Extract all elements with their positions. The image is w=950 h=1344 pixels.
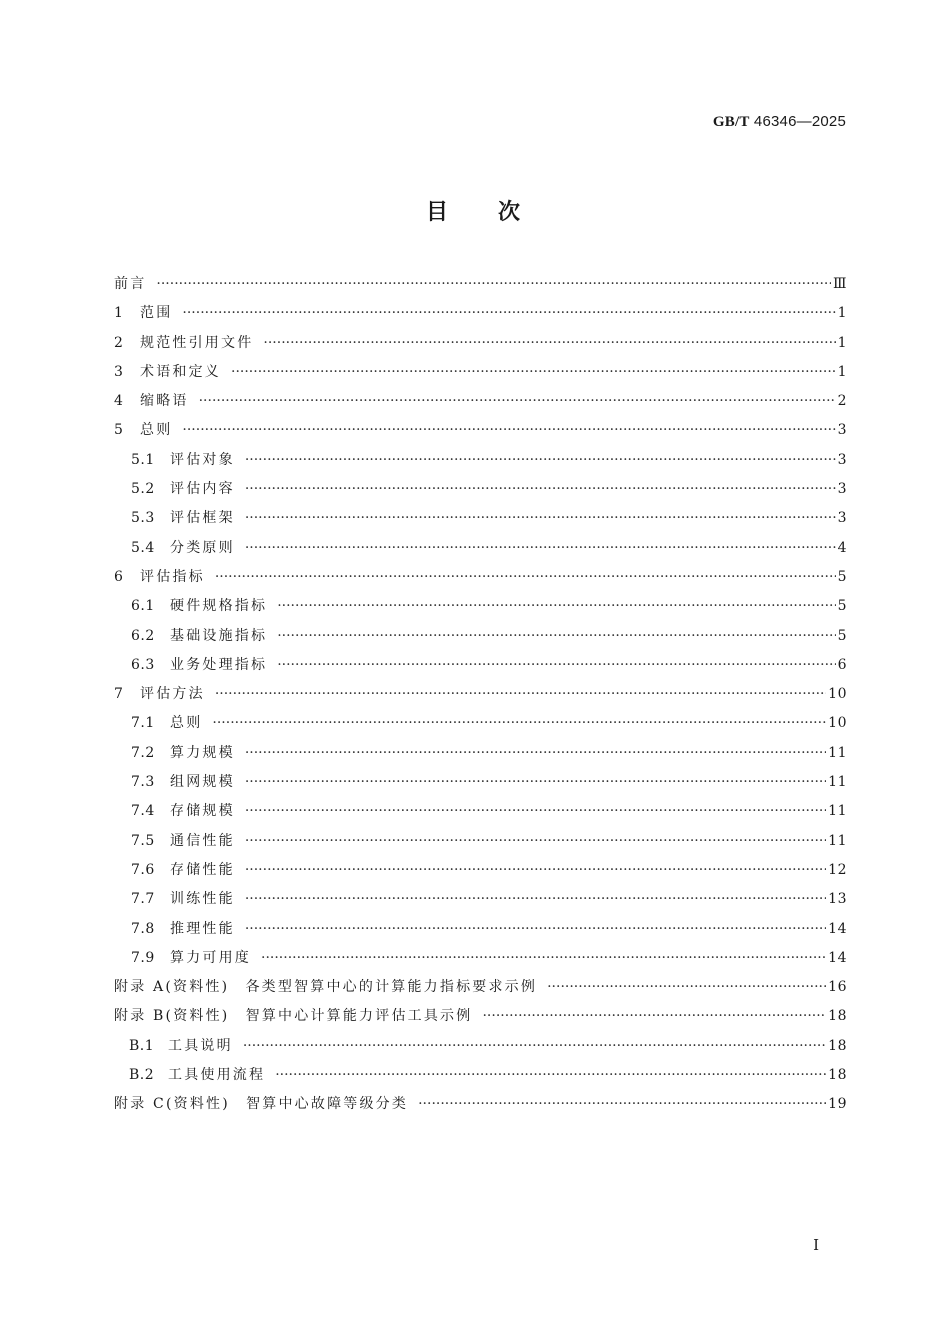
toc-entry-number: 5.3 <box>131 510 155 527</box>
toc-dot-leader <box>245 827 826 856</box>
toc-dot-leader <box>482 1002 826 1031</box>
toc-entry-page: 4 <box>837 539 847 556</box>
toc-entry[interactable] <box>114 1032 847 1061</box>
toc-dot-leader <box>263 329 835 358</box>
toc-entry[interactable] <box>114 885 847 914</box>
toc-entry-number: 7.9 <box>131 949 155 966</box>
toc-dot-leader <box>277 651 835 680</box>
toc-entry-page: 6 <box>837 656 847 673</box>
toc-entry[interactable] <box>114 651 847 680</box>
toc-entry-label: 硬件规格指标 <box>170 598 268 615</box>
toc-entry-page: 11 <box>828 832 847 849</box>
toc-entry-label: 评估方法 <box>140 686 205 703</box>
toc-entry-page: Ⅲ <box>832 276 847 292</box>
toc-entry-number: B.2 <box>129 1067 155 1084</box>
toc-entry-number: 7 <box>114 686 124 703</box>
toc-entry-page: 1 <box>837 363 847 380</box>
toc-entry-number: 2 <box>114 334 124 351</box>
toc-entry-page: 5 <box>837 568 847 585</box>
toc-entry-number: 7.3 <box>131 774 155 791</box>
toc-entry-number: 1 <box>114 305 124 322</box>
toc-entry-number: 4 <box>114 393 124 410</box>
toc-entry[interactable] <box>114 504 847 533</box>
toc-entry-number: 6.1 <box>131 598 155 615</box>
toc-dot-leader <box>231 358 836 387</box>
toc-dot-leader <box>418 1090 826 1119</box>
toc-entry[interactable] <box>114 739 847 768</box>
page-number: I <box>813 1236 819 1254</box>
toc-entry-page: 11 <box>828 774 847 791</box>
toc-entry-label: 工具使用流程 <box>168 1067 266 1084</box>
toc-entry[interactable] <box>114 709 847 738</box>
toc-entry-number: 7.1 <box>131 715 155 732</box>
toc-entry-label: 业务处理指标 <box>170 656 268 673</box>
toc-entry-label: 缩略语 <box>140 393 189 410</box>
toc-entry-page: 18 <box>828 1067 847 1084</box>
toc-entry-label: 评估指标 <box>140 568 205 585</box>
toc-entry[interactable] <box>114 622 847 651</box>
toc-dot-leader <box>182 299 835 328</box>
toc-entry-number: B.1 <box>129 1037 155 1054</box>
toc-heading-right: 次 <box>498 200 525 225</box>
toc-entry[interactable] <box>114 1002 847 1031</box>
toc-entry[interactable] <box>114 915 847 944</box>
toc-entry-label: 规范性引用文件 <box>140 334 254 351</box>
toc-entry-number: 7.6 <box>131 861 155 878</box>
toc-dot-leader <box>199 387 836 416</box>
toc-entry-number: 7.4 <box>131 803 155 820</box>
toc-entry-page: 14 <box>828 949 847 966</box>
toc-entry-page: 3 <box>837 481 847 498</box>
standard-number: 46346—2025 <box>753 113 846 130</box>
toc-entry[interactable] <box>114 475 847 504</box>
toc-entry-number: 3 <box>114 363 124 380</box>
toc-entry-label: 附录 C(资料性) 智算中心故障等级分类 <box>114 1096 409 1113</box>
toc-entry-label: 通信性能 <box>170 832 235 849</box>
toc-entry-label: 总则 <box>140 422 173 439</box>
toc-dot-leader <box>243 1032 826 1061</box>
toc-entry-number: 6.2 <box>131 627 155 644</box>
toc-entry-label: 算力规模 <box>170 744 235 761</box>
toc-entry-page: 1 <box>837 334 847 351</box>
toc-dot-leader <box>277 622 835 651</box>
toc-entry-page: 5 <box>837 598 847 615</box>
toc-dot-leader <box>245 856 826 885</box>
toc-entry-page: 3 <box>837 422 847 439</box>
toc-entry[interactable] <box>114 856 847 885</box>
toc-entry[interactable] <box>114 797 847 826</box>
toc-dot-leader <box>245 885 826 914</box>
toc-entry-label: 算力可用度 <box>170 949 251 966</box>
toc-entry-label: 分类原则 <box>170 539 235 556</box>
toc-entry-label: 附录 A(资料性) 各类型智算中心的计算能力指标要求示例 <box>114 979 538 996</box>
toc-entry-page: 2 <box>837 393 847 410</box>
toc-entry-page: 13 <box>828 891 847 908</box>
standard-prefix: GB/T <box>712 114 750 130</box>
toc-entry-number: 7.8 <box>131 920 155 937</box>
toc-dot-leader <box>245 534 836 563</box>
toc-entry-number: 7.7 <box>131 891 155 908</box>
toc-entry-label: 存储性能 <box>170 861 235 878</box>
toc-entry-page: 11 <box>828 803 847 820</box>
toc-entry-label: 范围 <box>140 305 173 322</box>
toc-entry[interactable] <box>114 680 847 709</box>
toc-entry-label: 基础设施指标 <box>170 627 268 644</box>
toc-entry-label: 术语和定义 <box>140 363 221 380</box>
toc-entry[interactable] <box>114 973 847 1002</box>
toc-dot-leader <box>215 680 826 709</box>
toc-entry[interactable] <box>114 592 847 621</box>
toc-entry[interactable] <box>114 768 847 797</box>
toc-dot-leader <box>156 270 831 299</box>
toc-dot-leader <box>261 944 826 973</box>
toc-dot-leader <box>245 504 836 533</box>
toc-dot-leader <box>275 1061 826 1090</box>
toc-entry-page: 1 <box>837 305 847 322</box>
toc-entry-label: 存储规模 <box>170 803 235 820</box>
toc-entry[interactable] <box>114 329 847 358</box>
toc-entry-number: 5 <box>114 422 124 439</box>
toc-entry-label: 评估内容 <box>170 481 235 498</box>
toc-entry[interactable] <box>114 1061 847 1090</box>
toc-heading <box>0 195 950 226</box>
toc-dot-leader <box>245 797 826 826</box>
toc-dot-leader <box>277 592 835 621</box>
toc-entry-page: 3 <box>837 451 847 468</box>
toc-entry-page: 18 <box>828 1008 847 1025</box>
toc-entry-page: 14 <box>828 920 847 937</box>
toc-entry-number: 5.1 <box>131 451 155 468</box>
toc-entry-page: 3 <box>837 510 847 527</box>
toc-dot-leader <box>212 709 826 738</box>
toc-dot-leader <box>547 973 826 1002</box>
toc-entry-number: 5.2 <box>131 481 155 498</box>
toc-entry-label: 推理性能 <box>170 920 235 937</box>
toc-entry-page: 12 <box>828 861 847 878</box>
toc-entry[interactable] <box>114 299 847 328</box>
toc-entry-page: 10 <box>828 686 847 703</box>
toc-entry[interactable] <box>114 270 847 299</box>
toc-entry[interactable] <box>114 358 847 387</box>
toc-entry[interactable] <box>114 446 847 475</box>
toc-entry-label: 工具说明 <box>168 1037 233 1054</box>
standard-code <box>713 113 846 131</box>
toc-entry[interactable] <box>114 387 847 416</box>
toc-entry-page: 11 <box>828 744 847 761</box>
toc-heading-left: 目 <box>425 200 452 225</box>
toc-entry-label: 总则 <box>170 715 203 732</box>
toc-entry-label: 前言 <box>114 276 147 292</box>
toc-entry-number: 7.2 <box>131 744 155 761</box>
toc-entry[interactable] <box>114 827 847 856</box>
toc-dot-leader <box>245 915 826 944</box>
toc-entry-number: 6 <box>114 568 124 585</box>
toc-entry-label: 附录 B(资料性) 智算中心计算能力评估工具示例 <box>114 1008 473 1025</box>
toc-dot-leader <box>245 739 826 768</box>
toc-dot-leader <box>245 475 836 504</box>
toc-dot-leader <box>245 768 826 797</box>
toc-entry-label: 评估框架 <box>170 510 235 527</box>
toc-entry[interactable] <box>114 563 847 592</box>
toc-entry[interactable] <box>114 416 847 445</box>
toc-entry[interactable] <box>114 534 847 563</box>
toc-entry-page: 5 <box>837 627 847 644</box>
toc-dot-leader <box>215 563 836 592</box>
toc-entry-number: 7.5 <box>131 832 155 849</box>
toc-entry-label: 组网规模 <box>170 774 235 791</box>
toc-entry-label: 评估对象 <box>170 451 235 468</box>
toc-entry-label: 训练性能 <box>170 891 235 908</box>
toc-entry-page: 19 <box>828 1096 847 1113</box>
toc-entry-page: 16 <box>828 979 847 996</box>
toc-dot-leader <box>182 416 835 445</box>
toc-entry-number: 6.3 <box>131 656 155 673</box>
toc-entry-number: 5.4 <box>131 539 155 556</box>
toc-dot-leader <box>245 446 836 475</box>
table-of-contents <box>114 270 847 1120</box>
toc-entry[interactable] <box>114 944 847 973</box>
toc-entry-page: 10 <box>828 715 847 732</box>
toc-entry-page: 18 <box>828 1037 847 1054</box>
toc-entry[interactable] <box>114 1090 847 1119</box>
